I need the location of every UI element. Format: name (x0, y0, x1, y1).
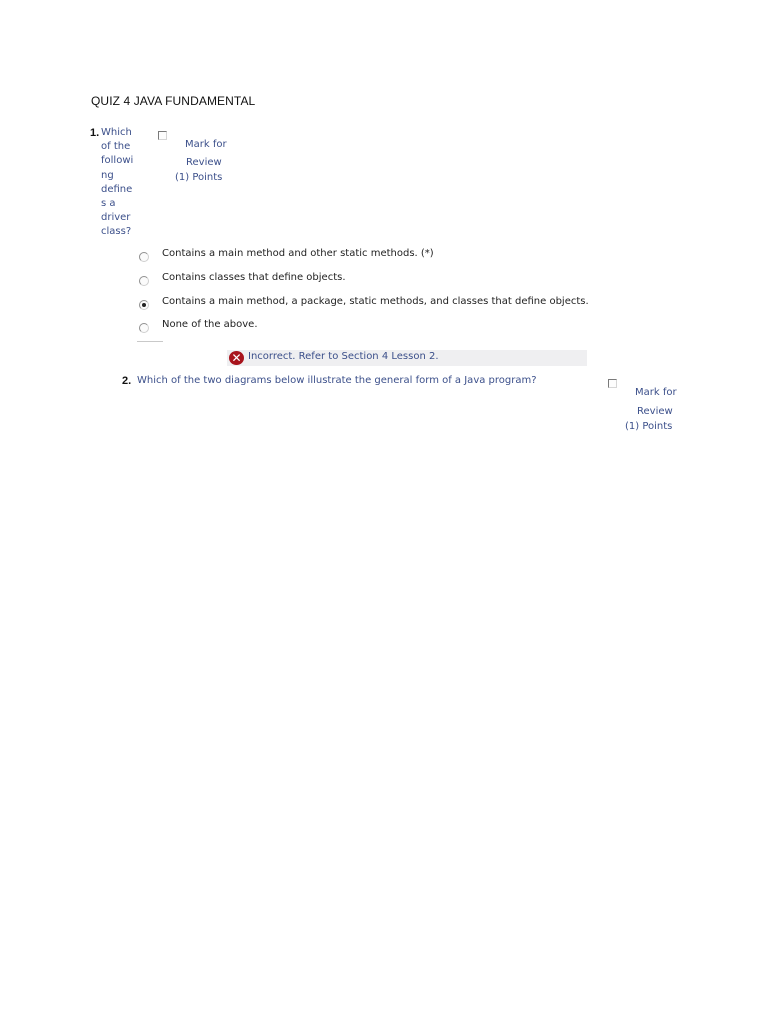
question-text: Which of the two diagrams below illustrate the general form of a Java program? (137, 375, 537, 386)
options-divider (137, 341, 163, 342)
option-label: Contains a main method, a package, static methods, and classes that define objects. (162, 296, 589, 307)
page-title: QUIZ 4 JAVA FUNDAMENTAL (91, 94, 256, 108)
option-radio-2[interactable] (139, 276, 149, 286)
question-text: Which of the followi ng define s a driver class? (101, 127, 134, 238)
option-label: None of the above. (162, 319, 258, 330)
points-label: (1) Points (625, 421, 673, 432)
x-icon: ✕ (229, 351, 244, 365)
option-label: Contains a main method and other static methods. (*) (162, 248, 434, 259)
option-radio-3[interactable] (139, 300, 149, 310)
review-label: Review (637, 406, 673, 417)
mark-for-label: Mark for (185, 139, 227, 150)
option-radio-4[interactable] (139, 323, 149, 333)
mark-for-review-checkbox[interactable] (608, 379, 617, 388)
mark-for-review-checkbox[interactable] (158, 131, 167, 140)
points-label: (1) Points (175, 172, 223, 183)
question-number: 2. (122, 375, 132, 387)
option-radio-1[interactable] (139, 252, 149, 262)
mark-for-label: Mark for (635, 387, 677, 398)
review-label: Review (186, 157, 222, 168)
question-number: 1. (90, 127, 100, 139)
feedback-text: Incorrect. Refer to Section 4 Lesson 2. (248, 351, 439, 362)
option-label: Contains classes that define objects. (162, 272, 346, 283)
